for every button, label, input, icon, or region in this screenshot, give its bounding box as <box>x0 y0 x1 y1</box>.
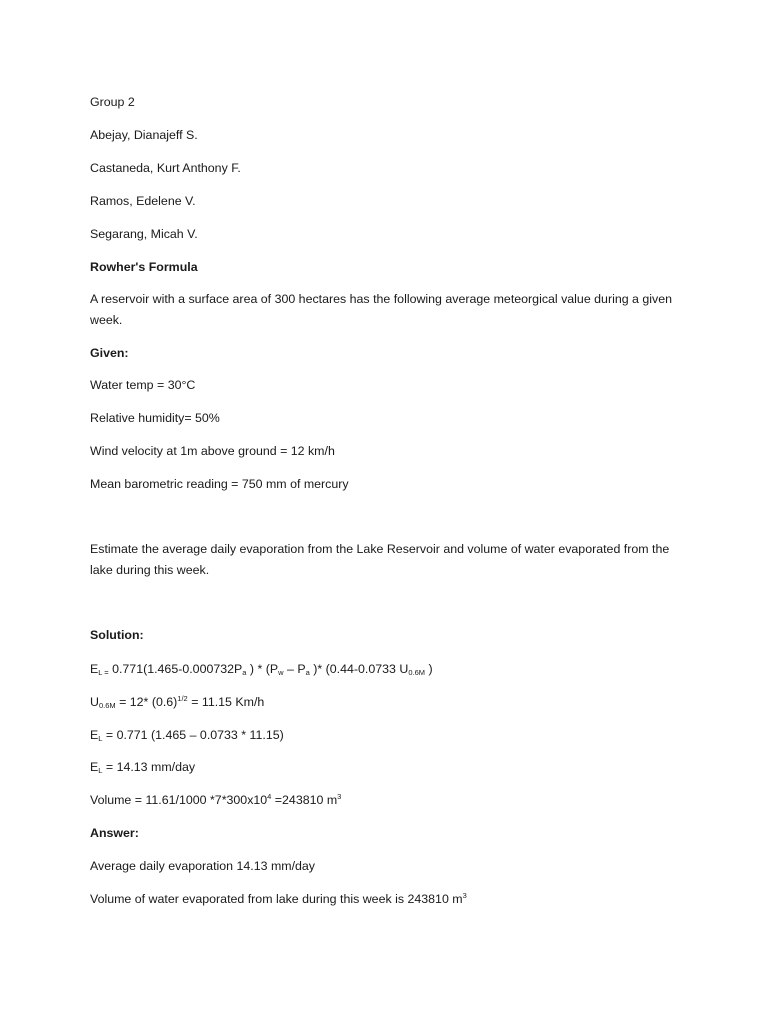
eq-subscript: L <box>98 734 103 743</box>
eq-text: = 0.771 (1.465 – 0.0733 * 11.15) <box>105 728 284 742</box>
given-item: Water temp = 30°C <box>90 378 196 392</box>
eq-text: = 14.13 mm/day <box>105 760 196 774</box>
equation-result <box>90 759 195 775</box>
eq-text: )* (0.44-0.0733 U <box>313 662 409 676</box>
eq-text: 0.771(1.465-0.000732P <box>112 662 243 676</box>
eq-subscript: 0.6M <box>98 701 116 710</box>
given-heading: Given: <box>90 346 129 360</box>
eq-superscript: 4 <box>267 792 272 801</box>
given-item: Relative humidity= 50% <box>90 411 220 425</box>
member-name: Ramos, Edelene V. <box>90 194 196 208</box>
group-label: Group 2 <box>90 95 135 109</box>
eq-subscript: a <box>305 668 310 677</box>
eq-superscript: 3 <box>337 792 342 801</box>
eq-text: = 12* (0.6) <box>119 695 178 709</box>
eq-text: – P <box>287 662 306 676</box>
section-title: Rowher's Formula <box>90 260 198 274</box>
answer-line <box>90 891 467 907</box>
answer-line: Average daily evaporation 14.13 mm/day <box>90 859 316 873</box>
eq-text: E <box>90 662 99 676</box>
answer-heading: Answer: <box>90 826 139 840</box>
eq-text: ) <box>428 662 433 676</box>
eq-subscript: w <box>278 668 284 677</box>
eq-superscript: 1/2 <box>177 694 188 703</box>
equation-evaporation-formula <box>90 661 433 677</box>
eq-text: ) * (P <box>249 662 279 676</box>
equation-substitution <box>90 727 284 743</box>
equation-wind-velocity <box>90 694 264 710</box>
eq-text: E <box>90 760 99 774</box>
answer-text: Volume of water evaporated from lake during this week is 243810 m <box>90 892 463 906</box>
eq-text: E <box>90 728 99 742</box>
member-name: Castaneda, Kurt Anthony F. <box>90 161 241 175</box>
member-name: Abejay, Dianajeff S. <box>90 128 198 142</box>
eq-text: Volume = 11.61/1000 *7*300x10 <box>90 793 268 807</box>
eq-text: =243810 m <box>274 793 338 807</box>
answer-superscript: 3 <box>462 891 467 900</box>
eq-subscript: 0.6M <box>408 668 426 677</box>
eq-subscript: L = <box>98 668 109 677</box>
given-item: Wind velocity at 1m above ground = 12 km/h <box>90 444 335 458</box>
equation-volume <box>90 792 341 808</box>
given-item: Mean barometric reading = 750 mm of mercury <box>90 477 349 491</box>
task-statement: Estimate the average daily evaporation from the Lake Reservoir and volume of water evaporated from the lake during this week. <box>90 542 670 577</box>
member-name: Segarang, Micah V. <box>90 227 198 241</box>
eq-subscript: L <box>98 766 103 775</box>
problem-statement: A reservoir with a surface area of 300 hectares has the following average meteorgical value during a given week. <box>90 292 673 327</box>
solution-heading: Solution: <box>90 628 144 642</box>
eq-text: U <box>90 695 99 709</box>
eq-text: = 11.15 Km/h <box>191 695 265 709</box>
eq-subscript: a <box>242 668 247 677</box>
